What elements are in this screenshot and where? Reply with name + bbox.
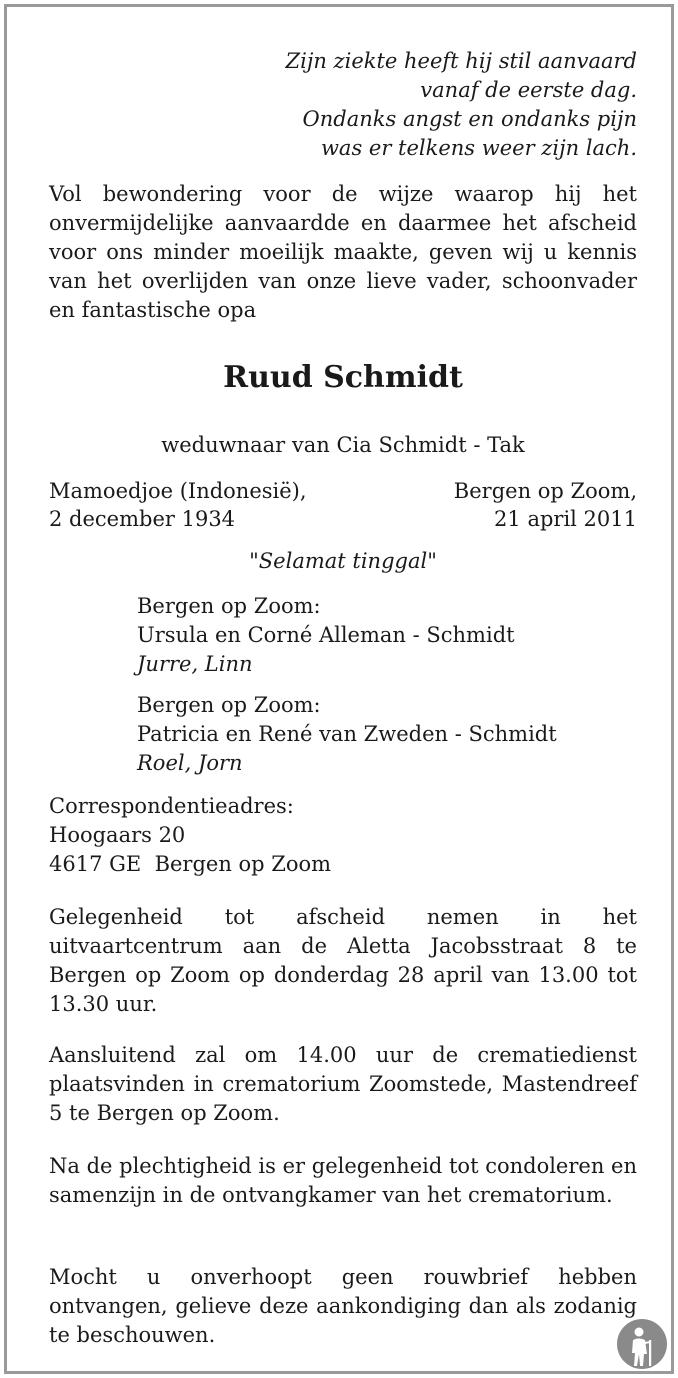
condolence-paragraph: Na de plechtigheid is er gelegenheid tot condoleren en samenzijn in de ontvangkamer van het crematorium. [49,1154,637,1207]
poem-line: Ondanks angst en ondanks pijn [302,107,637,131]
family-block [137,691,557,778]
correspondence-address [49,792,331,879]
announcement-frame [4,4,674,1374]
address-label: Correspondentieadres: [49,794,294,818]
poem [286,47,637,163]
family-names: Ursula en Corné Alleman - Schmidt [137,623,515,647]
poem-line: Zijn ziekte heeft hij stil aanvaard [285,49,637,73]
notice-paragraph: Mocht u onverhoopt geen rouwbrief hebben ontvangen, gelieve deze aankondiging dan als zodanig te beschouwen. [49,1265,637,1347]
death-place: Bergen op Zoom, [453,479,637,503]
memorial-figure-icon [616,1318,668,1370]
birth-date: 2 december 1934 [49,507,236,531]
death-date: 21 april 2011 [494,507,637,531]
family-city: Bergen op Zoom: [137,594,321,618]
cremation-paragraph: Aansluitend zal om 14.00 uur de crematiedienst plaatsvinden in crematorium Zoomstede, Mastendreef 5 te Bergen op Zoom. [49,1043,637,1125]
family-grandchildren: Jurre, Linn [137,652,253,676]
widower-line: weduwnaar van Cia Schmidt - Tak [161,433,525,457]
poem-line: vanaf de eerste dag. [420,78,637,102]
address-street: Hoogaars 20 [49,823,186,847]
address-city: 4617 GE Bergen op Zoom [49,852,332,876]
dates-row [49,505,637,534]
family-grandchildren: Roel, Jorn [137,751,243,775]
intro-paragraph: Vol bewondering voor de wijze waarop hij het onvermijdelijke aanvaardde en daarmee het afscheid voor ons minder moeilijk maakte, geven wij u kennis van het overlijden van onze lieve vader, schoonvader en fantastische opa [49,182,637,322]
family-city: Bergen op Zoom: [137,693,321,717]
viewing-paragraph: Gelegenheid tot afscheid nemen in het uitvaartcentrum aan de Aletta Jacobsstraat 8 te Bergen op Zoom op donderdag 28 april van 13.00 tot 13.30 uur. [49,905,637,1016]
family-block [137,592,515,679]
deceased-name: Ruud Schmidt [223,360,463,395]
family-names: Patricia en René van Zweden - Schmidt [137,722,557,746]
birth-place: Mamoedjoe (Indonesië), [49,479,307,503]
places-row [49,477,637,506]
poem-line: was er telkens weer zijn lach. [320,136,637,160]
farewell-quote: "Selamat tinggal" [249,549,437,573]
